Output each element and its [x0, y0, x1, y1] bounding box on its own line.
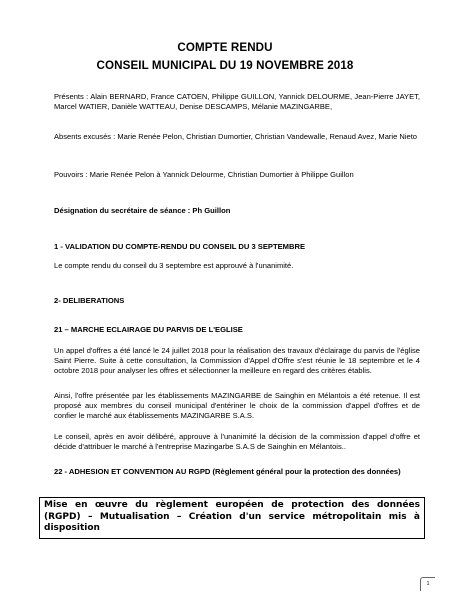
section-1-text: Le compte rendu du conseil du 3 septembre est approuvé à l'unanimité.	[54, 261, 294, 270]
proxies: Pouvoirs : Marie Renée Pelon à Yannick Delourme, Christian Dumortier à Philippe Guillon	[54, 170, 354, 179]
section-22-heading: 22 - ADHESION ET CONVENTION AU RGPD (Règlement général pour la protection des données)	[54, 467, 401, 476]
attendees-present: Présents : Alain BERNARD, France CATOEN, Philippe GUILLON, Yannick DELOURME, Jean-Pierre JAYET, Marcel WATIER, Danièle WATTEAU, Denise DESCAMPS, Mélanie MAZINGARBE,	[54, 92, 420, 111]
section-21-paragraph-3: Le conseil, après en avoir délibéré, approuve à l'unanimité la décision de la commission d'appel d'offre et décide d'attribuer le marché à l'entreprise Mazingarbe S.A.S de Sainghin en Mélantois..	[54, 432, 420, 451]
document-title: COMPTE RENDU	[177, 41, 273, 54]
rgpd-boxed-title: Mise en œuvre du règlement européen de protection des données (RGPD) – Mutualisation – Création d'un service métropolitain mis à disposition	[39, 497, 425, 539]
document-subtitle: CONSEIL MUNICIPAL DU 19 NOVEMBRE 2018	[96, 59, 354, 72]
secretary-designation: Désignation du secrétaire de séance : Ph Guillon	[54, 206, 231, 215]
page-number: 1	[420, 577, 435, 591]
section-21-heading: 21 – MARCHE ECLAIRAGE DU PARVIS DE L'EGLISE	[54, 325, 243, 334]
attendees-absent: Absents excusés : Marie Renée Pelon, Christian Dumortier, Christian Vandewalle, Renaud Avez, Marie Nieto	[54, 132, 417, 141]
section-2-heading: 2- DELIBERATIONS	[54, 296, 125, 305]
section-1-heading: 1 - VALIDATION DU COMPTE-RENDU DU CONSEIL DU 3 SEPTEMBRE	[54, 242, 306, 251]
section-21-paragraph-1: Un appel d'offres a été lancé le 24 juillet 2018 pour la réalisation des travaux d'éclairage du parvis de l'église Saint Pierre. Suite à cette consultation, la Commission d'Appel d'Offre s'est réunie le 18 septembre et le 4 octobre 2018 pour analyser les offres et sélectionner la meilleure en regard des critères établis.	[54, 346, 420, 375]
section-21-paragraph-2: Ainsi, l'offre présentée par les établissements MAZINGARBE de Sainghin en Mélantois a été retenue. Il est proposé aux membres du conseil municipal d'entériner le choix de la commission d'appel d'offres et de confier le marché aux établissements MAZINGARBE S.A.S.	[54, 391, 420, 420]
